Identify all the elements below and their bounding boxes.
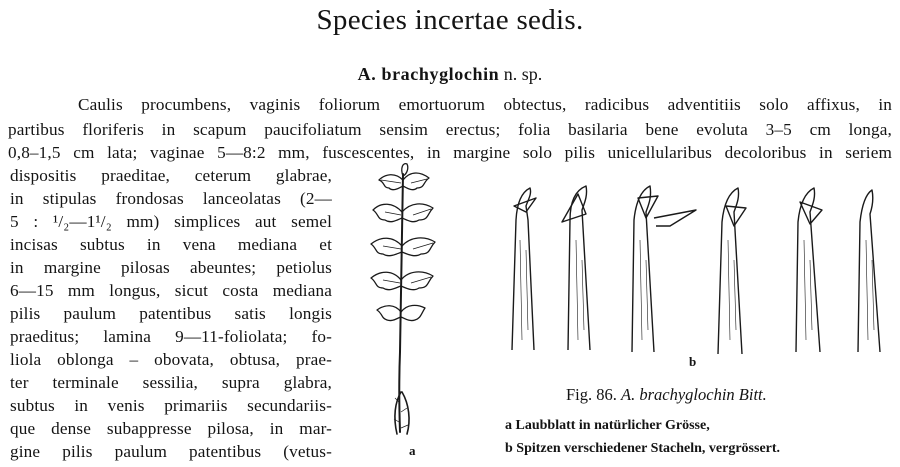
text-line: incisas subtus in vena mediana et bbox=[10, 235, 332, 254]
spine-tips-illustration bbox=[500, 180, 895, 355]
figure-label-a: a bbox=[409, 443, 416, 458]
text-line: in stipulas frondosas lanceolatas (2— bbox=[10, 189, 332, 208]
figure-caption-prefix: Fig. 86. bbox=[566, 385, 617, 404]
figure-legend-a: a Laubblatt in natürlicher Grösse, bbox=[505, 418, 710, 433]
text-line: pilis paulum patentibus satis longis bbox=[10, 304, 332, 323]
leaf-illustration bbox=[355, 162, 455, 450]
section-title: Species incertae sedis. bbox=[316, 4, 584, 36]
text-line: 5 : ¹/₂—1¹/₂ mm) simplices aut semel bbox=[10, 212, 332, 231]
figure-legend-b: b Spitzen verschiedener Stacheln, vergrössert. bbox=[505, 441, 781, 456]
species-heading bbox=[0, 64, 900, 85]
species-suffix: n. sp. bbox=[503, 64, 543, 84]
text-line: partibus floriferis in scapum paucifoliatum sensim erectus; folia basilaria bene evoluta 3–5 cm longa, bbox=[8, 120, 892, 139]
text-line: ter terminale sessilia, supra glabra, bbox=[10, 373, 332, 392]
text-line: 6—15 mm longus, sicut costa mediana bbox=[10, 281, 332, 300]
text-line: Caulis procumbens, vaginis foliorum emortuorum obtectus, radicibus adventitiis solo affixus, in bbox=[78, 95, 892, 114]
text-line: dispositis praeditae, ceterum glabrae, bbox=[10, 166, 332, 185]
text-line: gine pilis paulum patentibus (vetus- bbox=[10, 442, 332, 461]
text-line: in margine pilosas abeuntes; petiolus bbox=[10, 258, 332, 277]
figure-caption-species: A. brachyglochin Bitt. bbox=[621, 385, 767, 404]
text-line: subtus in venis primariis secundariis- bbox=[10, 396, 332, 415]
text-line: que dense subappresse pilosa, in mar- bbox=[10, 419, 332, 438]
text-line: 0,8–1,5 cm lata; vaginae 5—8:2 mm, fuscescentes, in margine solo pilis unicellularibus decoloribus in seriem bbox=[8, 143, 892, 162]
text-line: praeditus; lamina 9—11-foliolata; fo- bbox=[10, 327, 332, 346]
text-line: liola oblonga – obovata, obtusa, prae- bbox=[10, 350, 332, 369]
figure-label-b: b bbox=[689, 354, 697, 369]
figure-caption bbox=[566, 385, 767, 405]
species-name: A. brachyglochin bbox=[357, 64, 500, 84]
